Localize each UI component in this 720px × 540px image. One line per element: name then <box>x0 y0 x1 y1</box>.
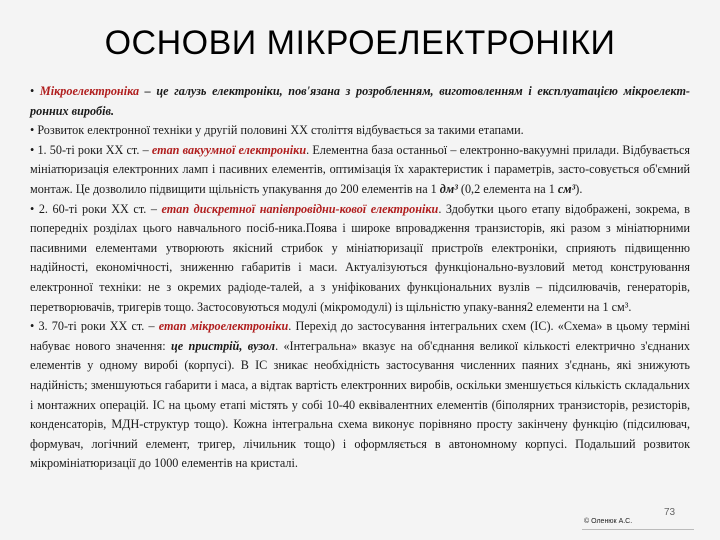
paragraph-definition <box>30 82 690 121</box>
stage-3-text-2: . «Інтегральна» вказує на об'єднання великої кількості електрично з'єднаних елементів у одному виробі (корпусі). В ІС зникає необхідність застосування численних паяних з'єднань, які знижують надійність; зменшуються габарити і маса, а відтак вартість електронних виробів, оскільки зменшується кількість складальних і монтажних операцій. ІС на цьому етапі містять у собі 10-40 еквівалентних елементів (біполярних транзисторів, резисторів, конденсаторів, МДН-структур тощо). Кожна інтегральна схема виконує порівняно просту закінчену функцію (підсилювач, формувач, логічний елемент, тригер, лічильник тощо) і оформляється в автономному корпусі. Подальший розвиток мікромініатюризації до 1000 елементів на кристалі. <box>30 338 690 471</box>
stage-2-lead: • 2. 60-ті роки XX ст. – <box>30 201 162 216</box>
slide-body <box>30 82 690 474</box>
stage-1-mid: (0,2 елемента на 1 <box>457 181 558 196</box>
stages-intro-text: • Розвиток електронної техніки у другій половині XX століття відбувається за такими етапами. <box>30 123 524 138</box>
stage-1-term: етап вакуумної електроніки <box>151 142 307 157</box>
unit-dm3: дм³ <box>439 181 458 196</box>
unit-cm3: см³ <box>557 181 576 196</box>
definition-text: – це галузь електроніки, пов'язана з розробленням, виготовленням і експлуатацією мікроелект-ронних виробів. <box>30 84 690 118</box>
stage-3-text: . Перехід до застосування інтегральних схем (ІС). «Схема» в цьому терміні набуває нового значення: <box>30 319 690 353</box>
footer-divider <box>582 529 694 530</box>
paragraph-stages-intro <box>30 121 690 141</box>
stage-3-term: етап мікроелектроніки <box>158 319 289 334</box>
stage-1-end: ). <box>575 181 583 196</box>
paragraph-stage-3 <box>30 317 690 474</box>
slide-title: ОСНОВИ МІКРОЕЛЕКТРОНІКИ <box>104 24 616 62</box>
term-microelectronics: Мікроелектроніка <box>39 84 140 98</box>
stage-3-lead: • 3. 70-ті роки XX ст. – <box>30 319 159 334</box>
stage-3-italic: це пристрій, вузол <box>171 338 276 353</box>
bullet: • <box>30 84 40 98</box>
stage-1-lead: • 1. 50-ті роки XX ст. – <box>30 142 152 157</box>
paragraph-stage-1 <box>30 141 690 200</box>
paragraph-stage-2 <box>30 200 690 318</box>
stage-1-text: . Елементна база останньої – електронно-вакуумні прилади. Відбувається мініатюризація електронних ламп і пасивних елементів, оптимізація їх характеристик і параметрів, засто-совується об'ємний монтаж. Це дозволило підвищити щільність упакування до 200 елементів на 1 <box>30 142 690 196</box>
stage-2-term: етап дискретної напівпровідни-кової електроніки <box>161 201 439 216</box>
page-number: 73 <box>664 507 676 518</box>
copyright: © Оленюк А.С. <box>584 518 633 525</box>
stage-2-text: . Здобутки цього етапу відображені, зокрема, в попередніх розділах цього навчального посіб-ника.Поява і широке впровадження транзисторів, які разом з мініатюрними пасивними елементами утворюють якісний стрибок у мініатюризації пристроїв електроніки, сприяють підвищенню надійності, економічності, зниженню габаритів і маси. Актуалізуються функціонально-вузловий метод конструювання електронної техніки: не з окремих радіоде-талей, а з уніфікованих функціональних вузлів – підсилювачів, генераторів, перетворювачів, тригерів тощо. Застосовуються модулі (мікромодулі) із щільністю упаку-вання2 елементи на 1 см³. <box>30 201 691 314</box>
